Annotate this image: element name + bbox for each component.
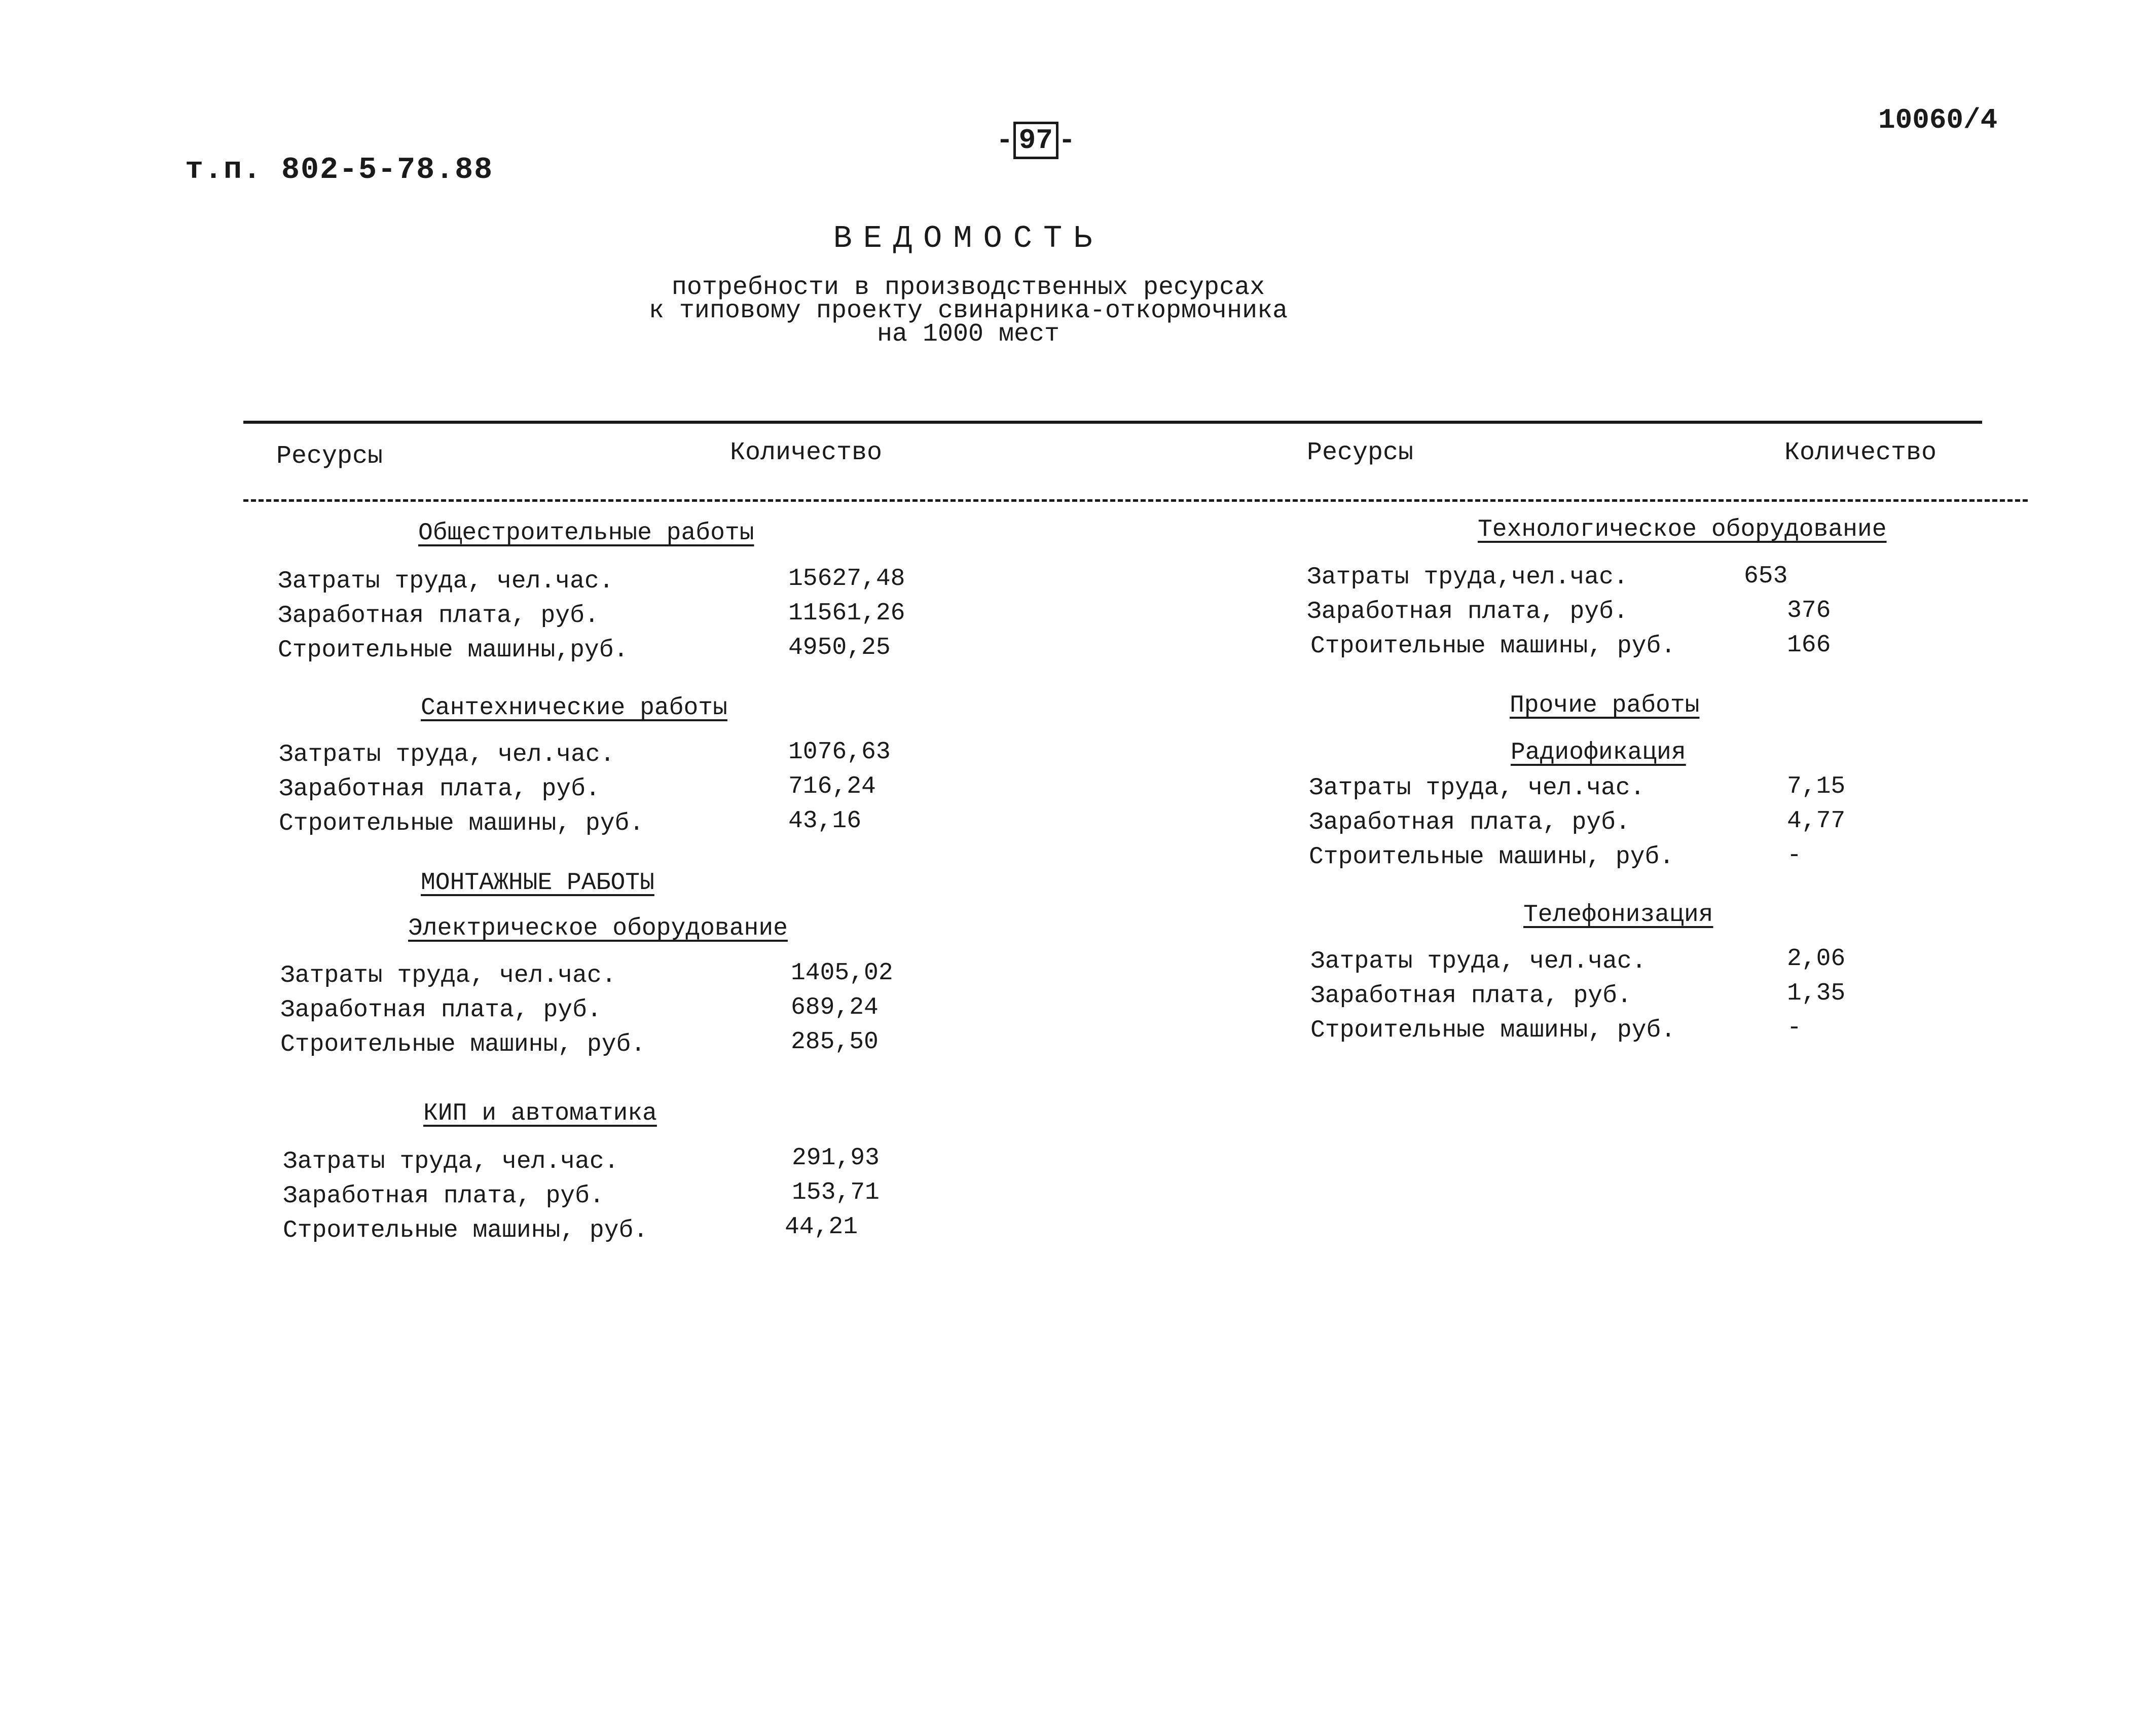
subtitle-line-1: потребности в производственных ресурсах [671, 273, 1265, 302]
row-label: Затраты труда, чел.час. [1309, 774, 1645, 802]
header-quantity-left: Количество [730, 438, 883, 467]
row-label: Строительные машины, руб. [279, 810, 644, 837]
project-code: т.п. 802-5-78.88 [185, 153, 494, 188]
subtitle-line-3: на 1000 мест [876, 320, 1060, 349]
row-value: 11561,26 [788, 600, 905, 627]
header-resources-left: Ресурсы [276, 442, 383, 471]
row-value: 1405,02 [791, 959, 893, 987]
row-value: 15627,48 [788, 565, 905, 593]
table-header-rule [243, 499, 2028, 502]
row-label: Затраты труда, чел.час. [279, 741, 615, 768]
row-label: Затраты труда, чел.час. [280, 962, 616, 989]
row-label: Затраты труда, чел.час. [278, 568, 614, 595]
row-label: Затраты труда, чел.час. [1310, 948, 1647, 975]
subtitle-line-2: к типовому проекту свинарника-откормочника [648, 297, 1288, 325]
sheet-code: 10060/4 [1878, 104, 1998, 136]
row-label: Затраты труда,чел.час. [1307, 564, 1628, 591]
section-title-installation: МОНТАЖНЫЕ РАБОТЫ [421, 869, 654, 897]
row-label: Строительные машины, руб. [283, 1217, 648, 1244]
page-number-box: 97 [1013, 122, 1058, 159]
page-number: - 97 - [996, 124, 1075, 157]
row-label: Заработная плата, руб. [280, 996, 602, 1024]
row-label: Заработная плата, руб. [278, 602, 599, 630]
section-title-instrumentation: КИП и автоматика [423, 1100, 657, 1127]
row-value: 4,77 [1787, 807, 1846, 835]
section-title-other-works: Прочие работы [1510, 692, 1700, 719]
row-value: 376 [1787, 597, 1831, 624]
row-label: Затраты труда, чел.час. [283, 1148, 619, 1175]
section-title-telephony: Телефонизация [1523, 901, 1713, 929]
row-value: 2,06 [1787, 945, 1846, 973]
row-value: 653 [1744, 563, 1788, 590]
section-title-general-construction: Общестроительные работы [418, 520, 754, 547]
document-title: ВЕДОМОСТЬ [833, 220, 1104, 256]
row-value: 1,35 [1787, 980, 1846, 1007]
row-label: Заработная плата, руб. [283, 1183, 604, 1210]
row-value: 1076,63 [788, 738, 891, 766]
section-title-technological: Технологическое оборудование [1478, 516, 1887, 543]
row-label: Заработная плата, руб. [1309, 809, 1630, 836]
row-label: Заработная плата, руб. [1307, 598, 1628, 625]
section-subtitle-radio: Радиофикация [1511, 739, 1686, 766]
row-value: 166 [1787, 632, 1831, 659]
row-label: Строительные машины,руб. [278, 637, 629, 664]
row-value: 44,21 [785, 1213, 858, 1241]
section-title-plumbing: Сантехнические работы [421, 694, 727, 722]
row-value: - [1787, 1014, 1802, 1042]
row-label: Строительные машины, руб. [1310, 633, 1676, 660]
row-value: 291,93 [792, 1144, 880, 1172]
row-value: 43,16 [788, 807, 862, 835]
row-label: Заработная плата, руб. [1310, 982, 1632, 1010]
header-resources-right: Ресурсы [1307, 438, 1414, 467]
row-label: Заработная плата, руб. [279, 775, 600, 803]
row-label: Строительные машины, руб. [1309, 843, 1674, 871]
header-quantity-right: Количество [1784, 438, 1937, 467]
row-value: 716,24 [788, 773, 876, 800]
row-value: 689,24 [791, 994, 879, 1021]
row-label: Строительные машины, руб. [280, 1031, 646, 1058]
row-value: 4950,25 [788, 634, 891, 661]
row-value: 7,15 [1787, 773, 1846, 800]
section-subtitle-electrical: Электрическое оборудование [408, 915, 788, 942]
row-label: Строительные машины, руб. [1310, 1017, 1676, 1044]
row-value: 153,71 [792, 1179, 880, 1206]
table-top-rule [243, 421, 1982, 424]
row-value: 285,50 [791, 1028, 879, 1056]
row-value: - [1787, 842, 1802, 869]
